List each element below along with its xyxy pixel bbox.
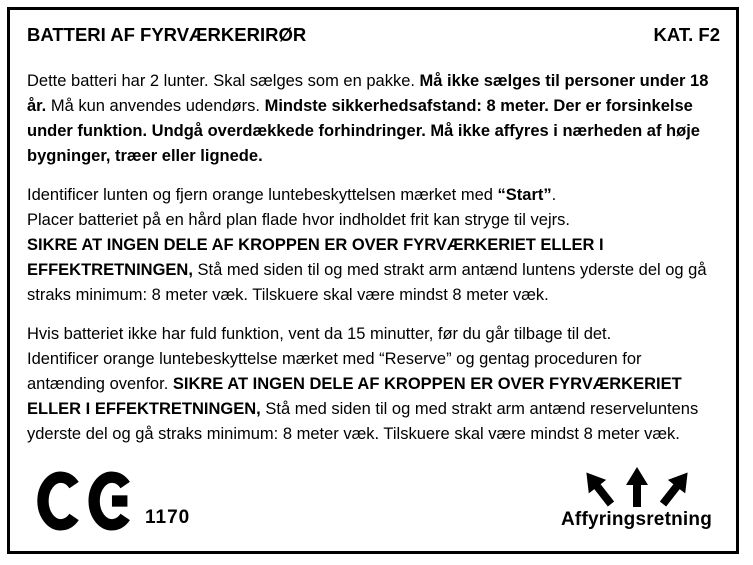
- text-run: Hvis batteriet ikke har fuld funktion, vent da 15 minutter, før du går tilbage til det.: [27, 325, 612, 343]
- category-badge: KAT. F2: [653, 24, 720, 45]
- text-run: “Start”: [497, 186, 552, 204]
- text-run: Identificer orange luntebeskyttelse mærket med “Reserve” og gentag proceduren for antænding ovenfor.: [27, 350, 642, 393]
- text-run: SIKRE AT INGEN DELE AF KROPPEN ER OVER FYRVÆRKERIET ELLER I EFFEKTRETNINGEN,: [27, 375, 682, 418]
- text-run: Dette batteri har 2 lunter. Skal sælges som en pakke.: [27, 72, 420, 90]
- firing-direction-label: Affyringsretning: [561, 509, 712, 530]
- paragraph-start-fuse: [27, 183, 720, 308]
- text-run: Stå med siden til og med strakt arm antænd luntens yderste del og gå straks minimum: 8 meter væk. Tilskuere skal være mindst 8 meter væk.: [27, 261, 707, 304]
- text-run: Stå med siden til og med strakt arm antænd reserveluntens yderste del og gå straks minimum: 8 meter væk. Tilskuere skal være mindst 8 meter væk.: [27, 400, 699, 443]
- paragraph-sale-warning: [27, 69, 720, 169]
- paragraph-reserve-fuse: [27, 322, 720, 447]
- text-run: Mindste sikkerhedsafstand: 8 meter. Der er forsinkelse under funktion. Undgå overdækkede forhindringer. Må ikke affyres i nærheden af høje bygninger, træer eller lignede.: [27, 97, 700, 165]
- text-run: .: [551, 186, 557, 204]
- ce-group: [37, 471, 190, 531]
- ce-mark-icon: [37, 471, 131, 531]
- footer-row: [27, 461, 720, 531]
- header-row: [27, 24, 720, 46]
- text-run: Identificer lunten og fjern orange luntebeskyttelsen mærket med: [27, 186, 498, 204]
- instructions-body: [27, 69, 720, 447]
- warning-label: [7, 7, 739, 554]
- text-run: Må ikke sælges til personer under 18 år.: [27, 72, 709, 115]
- firing-direction-group: [561, 461, 712, 531]
- text-run: SIKRE AT INGEN DELE AF KROPPEN ER OVER FYRVÆRKERIET ELLER I EFFEKTRETNINGEN,: [27, 236, 604, 279]
- text-run: Må kun anvendes udendørs.: [46, 97, 265, 115]
- notified-body-number: 1170: [145, 507, 191, 528]
- triple-up-arrows-icon: [582, 461, 692, 507]
- page-title: BATTERI AF FYRVÆRKERIRØR: [27, 24, 307, 45]
- text-run: Placer batteriet på en hård plan flade hvor indholdet frit kan stryge til vejrs.: [27, 211, 570, 229]
